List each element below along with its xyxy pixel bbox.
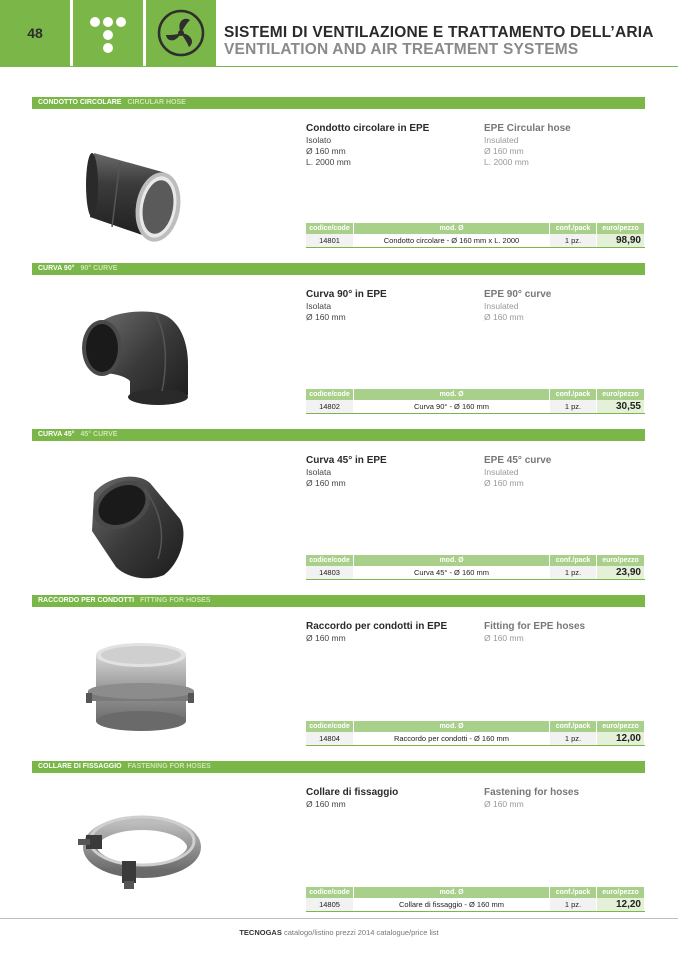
- section-title-it: COLLARE DI FISSAGGIO: [38, 763, 122, 770]
- price-table: [306, 223, 645, 248]
- product-model: Curva 90° - Ø 160 mm: [354, 400, 550, 413]
- product-name-en: Fastening for hoses: [484, 787, 580, 798]
- spec-line: L. 2000 mm: [484, 157, 529, 167]
- table-header: [306, 555, 645, 566]
- header-price: euro/pezzo: [597, 721, 645, 732]
- ventilation-category-icon-box: [146, 0, 216, 66]
- spec-line: Insulated: [484, 135, 519, 145]
- section-title-it: CURVA 90°: [38, 265, 75, 272]
- spec-line: Ø 160 mm: [306, 146, 346, 156]
- header-model: mod. Ø: [354, 721, 550, 732]
- description-italian: [306, 123, 476, 168]
- description-italian: [306, 621, 476, 644]
- section-title-it: CURVA 45°: [38, 431, 75, 438]
- header-code: codice/code: [306, 721, 354, 732]
- product-name-it: Condotto circolare in EPE: [306, 123, 430, 134]
- product-name-en: Fitting for EPE hoses: [484, 621, 586, 632]
- product-price: 23,90: [597, 566, 645, 579]
- table-header: [306, 223, 645, 234]
- section-title-en: 45° CURVE: [80, 431, 118, 438]
- header-model: mod. Ø: [354, 223, 550, 234]
- product-section-circular-hose: [0, 97, 678, 263]
- header-model: mod. Ø: [354, 555, 550, 566]
- header-price: euro/pezzo: [597, 389, 645, 400]
- product-price: 98,90: [597, 234, 645, 247]
- header-code: codice/code: [306, 389, 354, 400]
- spec-line: Ø 160 mm: [306, 312, 346, 322]
- product-model: Raccordo per condotti - Ø 160 mm: [354, 732, 550, 745]
- footer-brand: TECNOGAS: [239, 928, 282, 937]
- spec-line: Isolato: [306, 135, 332, 145]
- section-bar: [32, 595, 645, 607]
- page-title: SISTEMI DI VENTILAZIONE E TRATTAMENTO DELL’ARIA: [224, 24, 654, 41]
- product-name-en: EPE 45° curve: [484, 455, 552, 466]
- header-pack: conf./pack: [550, 223, 597, 234]
- description-italian: [306, 289, 476, 323]
- product-code: 14803: [306, 566, 354, 579]
- header-pack: conf./pack: [550, 887, 597, 898]
- header-model: mod. Ø: [354, 389, 550, 400]
- spec-line: Insulated: [484, 301, 519, 311]
- description-english: [484, 787, 654, 810]
- page-footer: [0, 928, 678, 937]
- price-table: [306, 721, 645, 746]
- product-pack: 1 pz.: [550, 898, 597, 911]
- price-table: [306, 887, 645, 912]
- spec-line: Isolata: [306, 301, 332, 311]
- page-number: 48: [0, 0, 70, 66]
- footer-text: catalogo/listino prezzi 2014 catalogue/price list: [283, 928, 439, 937]
- spec-line: Ø 160 mm: [306, 478, 346, 488]
- product-code: 14805: [306, 898, 354, 911]
- table-row: [306, 732, 645, 746]
- product-section-curve-90: [0, 263, 678, 429]
- product-name-it: Collare di fissaggio: [306, 787, 399, 798]
- spec-line: Ø 160 mm: [484, 312, 524, 322]
- spec-line: Ø 160 mm: [484, 478, 524, 488]
- spec-line: Ø 160 mm: [484, 146, 524, 156]
- product-price: 30,55: [597, 400, 645, 413]
- spec-line: Ø 160 mm: [306, 799, 346, 809]
- spec-line: L. 2000 mm: [306, 157, 351, 167]
- table-header: [306, 887, 645, 898]
- table-row: [306, 400, 645, 414]
- description-english: [484, 123, 654, 168]
- header-pack: conf./pack: [550, 721, 597, 732]
- product-price: 12,20: [597, 898, 645, 911]
- header-price: euro/pezzo: [597, 887, 645, 898]
- header-pack: conf./pack: [550, 389, 597, 400]
- product-model: Condotto circolare - Ø 160 mm x L. 2000: [354, 234, 550, 247]
- description-english: [484, 621, 654, 644]
- page-header: [0, 0, 678, 66]
- header-code: codice/code: [306, 223, 354, 234]
- product-name-en: EPE 90° curve: [484, 289, 552, 300]
- spec-line: Insulated: [484, 467, 519, 477]
- curve-90-image: [70, 283, 210, 417]
- circular-hose-image: [70, 117, 210, 251]
- section-bar: [32, 761, 645, 773]
- description-english: [484, 289, 654, 323]
- product-price: 12,00: [597, 732, 645, 745]
- fan-icon: [146, 0, 216, 66]
- product-name-it: Raccordo per condotti in EPE: [306, 621, 448, 632]
- table-row: [306, 898, 645, 912]
- header-price: euro/pezzo: [597, 223, 645, 234]
- description-english: [484, 455, 654, 489]
- curve-45-image: [70, 449, 210, 583]
- product-code: 14801: [306, 234, 354, 247]
- product-code: 14802: [306, 400, 354, 413]
- hose-fitting-image: [70, 615, 210, 749]
- logo-dots-icon: [73, 0, 143, 66]
- product-section-fastening-collar: [0, 761, 678, 927]
- table-header: [306, 721, 645, 732]
- product-pack: 1 pz.: [550, 400, 597, 413]
- table-row: [306, 234, 645, 248]
- header-model: mod. Ø: [354, 887, 550, 898]
- table-header: [306, 389, 645, 400]
- product-model: Collare di fissaggio - Ø 160 mm: [354, 898, 550, 911]
- tecnogas-logo: [73, 0, 143, 66]
- fastening-collar-image: [70, 781, 210, 915]
- header-rule: [0, 66, 678, 67]
- section-title-it: CONDOTTO CIRCOLARE: [38, 99, 122, 106]
- section-bar: [32, 429, 645, 441]
- section-title-en: 90° CURVE: [80, 265, 118, 272]
- section-bar: [32, 97, 645, 109]
- product-name-it: Curva 90° in EPE: [306, 289, 387, 300]
- product-pack: 1 pz.: [550, 234, 597, 247]
- price-table: [306, 389, 645, 414]
- table-row: [306, 566, 645, 580]
- description-italian: [306, 787, 476, 810]
- description-italian: [306, 455, 476, 489]
- header-price: euro/pezzo: [597, 555, 645, 566]
- footer-rule: [0, 918, 678, 919]
- product-section-curve-45: [0, 429, 678, 595]
- product-section-hose-fitting: [0, 595, 678, 761]
- section-title-it: RACCORDO PER CONDOTTI: [38, 597, 135, 604]
- product-model: Curva 45° - Ø 160 mm: [354, 566, 550, 579]
- header-pack: conf./pack: [550, 555, 597, 566]
- section-title-en: CIRCULAR HOSE: [127, 99, 186, 106]
- header-code: codice/code: [306, 887, 354, 898]
- product-code: 14804: [306, 732, 354, 745]
- product-name-en: EPE Circular hose: [484, 123, 571, 134]
- spec-line: Ø 160 mm: [306, 633, 346, 643]
- section-bar: [32, 263, 645, 275]
- product-pack: 1 pz.: [550, 732, 597, 745]
- section-title-en: FASTENING FOR HOSES: [127, 763, 211, 770]
- spec-line: Isolata: [306, 467, 332, 477]
- price-table: [306, 555, 645, 580]
- product-name-it: Curva 45° in EPE: [306, 455, 387, 466]
- spec-line: Ø 160 mm: [484, 799, 524, 809]
- section-title-en: FITTING FOR HOSES: [140, 597, 211, 604]
- page-subtitle: VENTILATION AND AIR TREATMENT SYSTEMS: [224, 41, 579, 58]
- product-pack: 1 pz.: [550, 566, 597, 579]
- header-code: codice/code: [306, 555, 354, 566]
- spec-line: Ø 160 mm: [484, 633, 524, 643]
